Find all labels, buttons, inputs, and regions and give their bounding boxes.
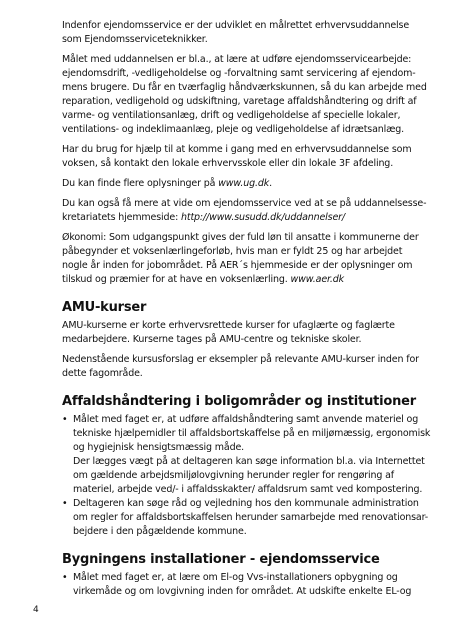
intro-paragraph-5 (62, 197, 428, 225)
text-line: dette fagområde. (62, 368, 143, 379)
bullet-icon: • (62, 414, 68, 425)
bygning-bullet-list (62, 571, 428, 599)
text-line: om regler for affaldsbortskaffelsen herunder samarbejde med renovationsar- (73, 512, 429, 523)
list-item (62, 497, 428, 539)
text-line: materiel, arbejde ved/- i affaldsskakter/ affaldsrum samt ved kompostering. (73, 484, 423, 495)
bullet-icon: • (62, 572, 68, 583)
page-content (62, 19, 431, 599)
text-line: Målet med faget er, at lære om El-og Vvs-installationers opbygning og (73, 572, 398, 583)
text-line: voksen, så kontakt den lokale erhvervsskole eller din lokale 3F afdeling. (62, 158, 394, 169)
amu-paragraph-1 (62, 319, 428, 347)
text-line (62, 273, 428, 287)
text: tilskud og præmier for at have en voksenlærling. (62, 274, 291, 285)
text-line: medarbejdere. Kurserne tages på AMU-centre og tekniske skoler. (62, 334, 362, 345)
text: . (269, 178, 273, 189)
text-line: Økonomi: Som udgangspunkt gives der fuld løn til ansatte i kommunerne der (62, 232, 419, 243)
bullet-icon: • (62, 498, 68, 509)
text-line: ventilations- og indeklimaanlæg, pleje og vedligeholdelse af idrætsanlæg. (62, 124, 405, 135)
text-line: Har du brug for hjælp til at komme i gang med en erhvervsuddannelse som (62, 144, 412, 155)
text-line (62, 177, 428, 191)
ug-link[interactable]: www.ug.dk (218, 178, 270, 189)
amu-paragraph-2 (62, 353, 428, 381)
intro-paragraph-1 (62, 19, 428, 47)
text: kretariatets hjemmeside: (62, 212, 182, 223)
text-line: og hygiejnisk hensigtsmæssig måde. (73, 442, 245, 453)
intro-paragraph-4 (62, 177, 428, 191)
text-line: Deltageren kan søge råd og vejledning hos den kommunale administration (73, 498, 419, 509)
list-item (62, 413, 431, 497)
text-line: ejendomsdrift, -vedligeholdelse og -forvaltning samt servicering af ejendom- (62, 68, 416, 79)
text-line: varme- og ventilationsanlæg, drift og vedligeholdelse af specielle lokaler, (62, 110, 401, 121)
text-line: Indenfor ejendomsservice er der udviklet en målrettet erhvervsuddannelse (62, 20, 410, 31)
text-line: påbegynder et voksenlærlingeforløb, hvis man er fyldt 25 og har arbejdet (62, 246, 403, 257)
text-line: Du kan også få mere at vide om ejendomsservice ved at se på uddannelsesse- (62, 198, 427, 209)
amu-heading: AMU-kurser (62, 300, 147, 315)
page-number: 4 (33, 605, 39, 615)
text-line: tekniske hjælpemidler til affaldsbortskaffelse på en miljømæssig, ergonomisk (73, 428, 431, 439)
text-line: Målet med uddannelsen er bl.a., at lære at udføre ejendomsservicearbejde: (62, 54, 412, 65)
text-line: Målet med faget er, at udføre affaldshåndtering samt anvende materiel og (73, 414, 419, 425)
text-line: om gældende arbejdsmiljølovgivning herunder regler for rengøring af (73, 470, 394, 481)
intro-paragraph-6 (62, 231, 428, 287)
text-line: nogle år inden for jobområdet. På AER´s hjemmeside er der oplysninger om (62, 260, 413, 271)
susudd-link[interactable]: http://www.susudd.dk/uddannelser/ (181, 212, 345, 223)
text-line: bejdere i den pågældende kommune. (73, 526, 247, 537)
text-line (62, 211, 428, 225)
text-line: virkemåde og om lovgivning inden for området. At udskifte enkelte EL-og (73, 586, 412, 597)
text: Du kan finde flere oplysninger på (62, 178, 219, 189)
text-line: Der lægges vægt på at deltageren kan søge information bl.a. via Internettet (73, 456, 425, 467)
text-line: reparation, vedligehold og udskiftning, varetage affaldshåndtering og drift af (62, 96, 417, 107)
text-line: som Ejendomsserviceteknikker. (62, 34, 208, 45)
text-line: mens brugere. Du får en tværfaglig håndværkskunnen, så du kan arbejde med (62, 82, 427, 93)
intro-paragraph-3 (62, 143, 428, 171)
bygning-heading: Bygningens installationer - ejendomsservice (62, 552, 380, 567)
text-line: AMU-kurserne er korte erhvervsrettede kurser for ufaglærte og faglærte (62, 320, 395, 331)
affald-bullet-list (62, 413, 431, 539)
list-item (62, 571, 428, 599)
text-line: Nedenstående kursusforslag er eksempler på relevante AMU-kurser inden for (62, 354, 419, 365)
affald-heading: Affaldshåndtering i boligområder og institutioner (62, 394, 417, 409)
aer-link[interactable]: www.aer.dk (290, 274, 345, 285)
intro-paragraph-2 (62, 53, 428, 137)
